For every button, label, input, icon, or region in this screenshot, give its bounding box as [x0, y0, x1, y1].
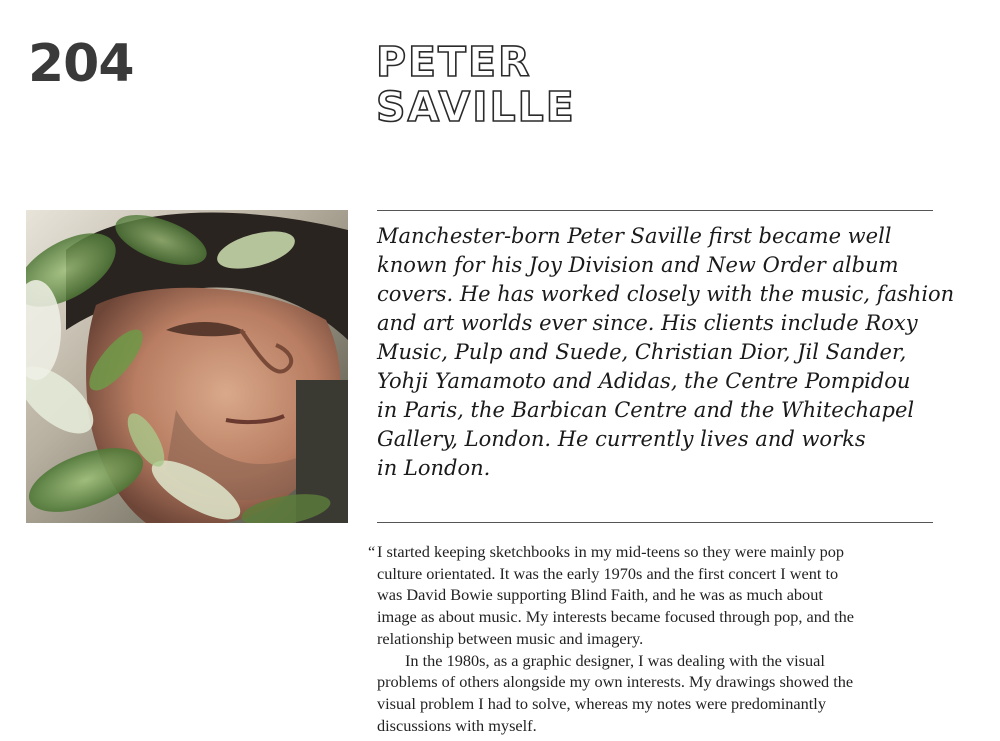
quote-line: culture orientated. It was the early 1970s and the first concert I went to — [377, 563, 839, 583]
portrait-photo — [26, 210, 348, 523]
opening-quote-mark: “ — [368, 542, 376, 561]
quote-line: visual problem I had to solve, whereas my notes were predominantly — [377, 693, 826, 713]
quote-line: In the 1980s, as a graphic designer, I was dealing with the visual — [405, 650, 825, 670]
page-number: 204 — [28, 34, 134, 94]
quote-paragraph-1 — [377, 541, 922, 650]
intro-line: in Paris, the Barbican Centre and the Whitechapel — [377, 398, 915, 422]
designer-name-heading — [376, 40, 576, 130]
quote-line: discussions with myself. — [377, 715, 537, 735]
name-line-last: SAVILLE — [376, 83, 576, 131]
name-line-first: PETER — [376, 38, 532, 86]
intro-line: Manchester-born Peter Saville first became well — [377, 224, 892, 248]
intro-line: covers. He has worked closely with the music, fashion — [377, 282, 955, 306]
intro-paragraph — [377, 222, 955, 483]
intro-line: Yohji Yamamoto and Adidas, the Centre Pompidou — [377, 369, 911, 393]
quote-body — [377, 541, 922, 736]
top-divider — [377, 210, 933, 211]
quote-line: problems of others alongside my own interests. My drawings showed the — [377, 672, 854, 692]
intro-line: Gallery, London. He currently lives and works — [377, 427, 866, 451]
quote-line: I started keeping sketchbooks in my mid-teens so they were mainly pop — [377, 542, 845, 561]
intro-line: and art worlds ever since. His clients include Roxy — [377, 311, 918, 335]
quote-line: image as about music. My interests became focused through pop, and the — [377, 607, 855, 627]
intro-line: Music, Pulp and Suede, Christian Dior, Jil Sander, — [377, 340, 907, 364]
middle-divider — [377, 522, 933, 523]
quote-line: relationship between music and imagery. — [377, 628, 644, 648]
quote-line: was David Bowie supporting Blind Faith, and he was as much about — [377, 585, 823, 605]
quote-paragraph-2 — [377, 650, 922, 737]
intro-line: in London. — [377, 456, 491, 480]
intro-line: known for his Joy Division and New Order album — [377, 253, 899, 277]
